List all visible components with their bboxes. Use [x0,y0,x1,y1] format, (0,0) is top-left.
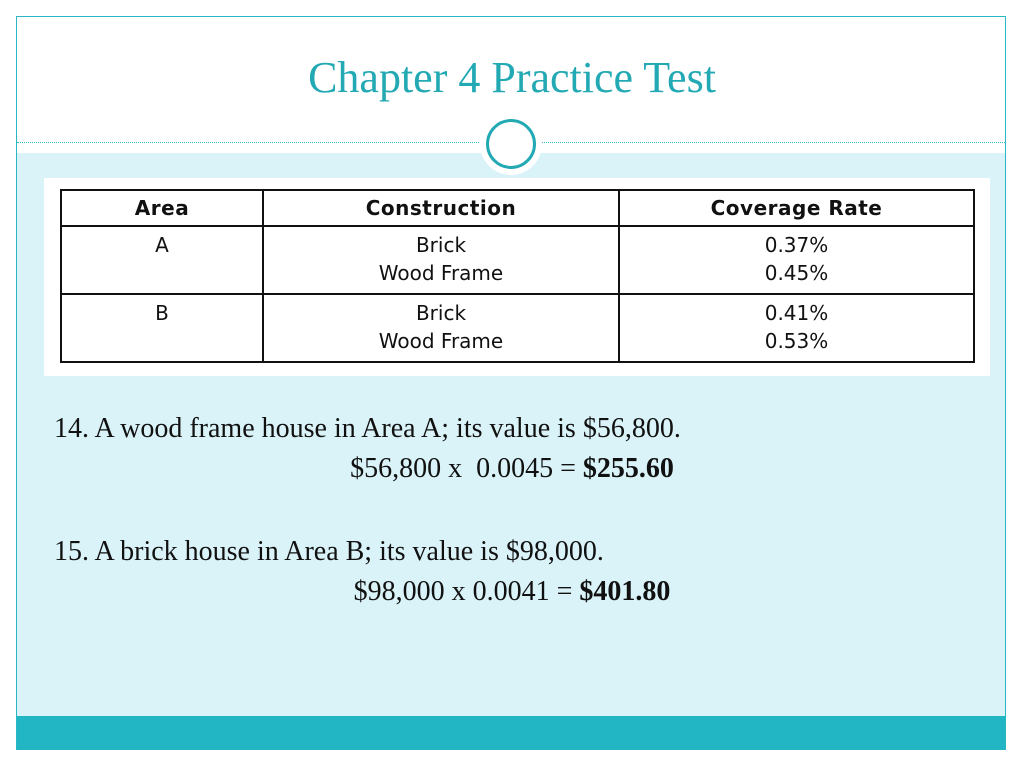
table-header-row [61,190,974,226]
rate-cell [619,294,974,362]
coverage-rate-table [60,189,975,363]
bottom-accent-bar [17,716,1005,750]
table-row [61,226,974,294]
rate-value: 0.41% [764,301,829,325]
problem-14-text: 14. A wood frame house in Area A; its value is $56,800. [54,413,681,444]
construction-value: Brick [415,301,467,325]
answer-value: $401.80 [579,576,671,607]
rate-value: 0.45% [764,261,829,285]
rate-value: 0.53% [764,329,829,353]
problem-14-calculation [212,452,812,486]
area-cell: B [61,294,263,362]
header-coverage-rate: Coverage Rate [619,190,974,226]
table-row [61,294,974,362]
answer-value: $255.60 [582,453,674,484]
area-cell: A [61,226,263,294]
rate-value: 0.37% [764,233,829,257]
calculation-expression: $56,800 x 0.0045 = [350,453,583,484]
construction-value: Wood Frame [378,329,504,353]
slide-title: Chapter 4 Practice Test [308,53,716,102]
construction-cell [263,294,619,362]
ring-ornament-icon [486,119,536,169]
header-construction: Construction [263,190,619,226]
calculation-expression: $98,000 x 0.0041 = [353,576,580,607]
construction-cell [263,226,619,294]
construction-value: Brick [415,233,467,257]
header-area: Area [61,190,263,226]
problem-15-calculation [212,575,812,609]
problem-15-text: 15. A brick house in Area B; its value is $98,000. [54,536,604,567]
rate-cell [619,226,974,294]
construction-value: Wood Frame [378,261,504,285]
